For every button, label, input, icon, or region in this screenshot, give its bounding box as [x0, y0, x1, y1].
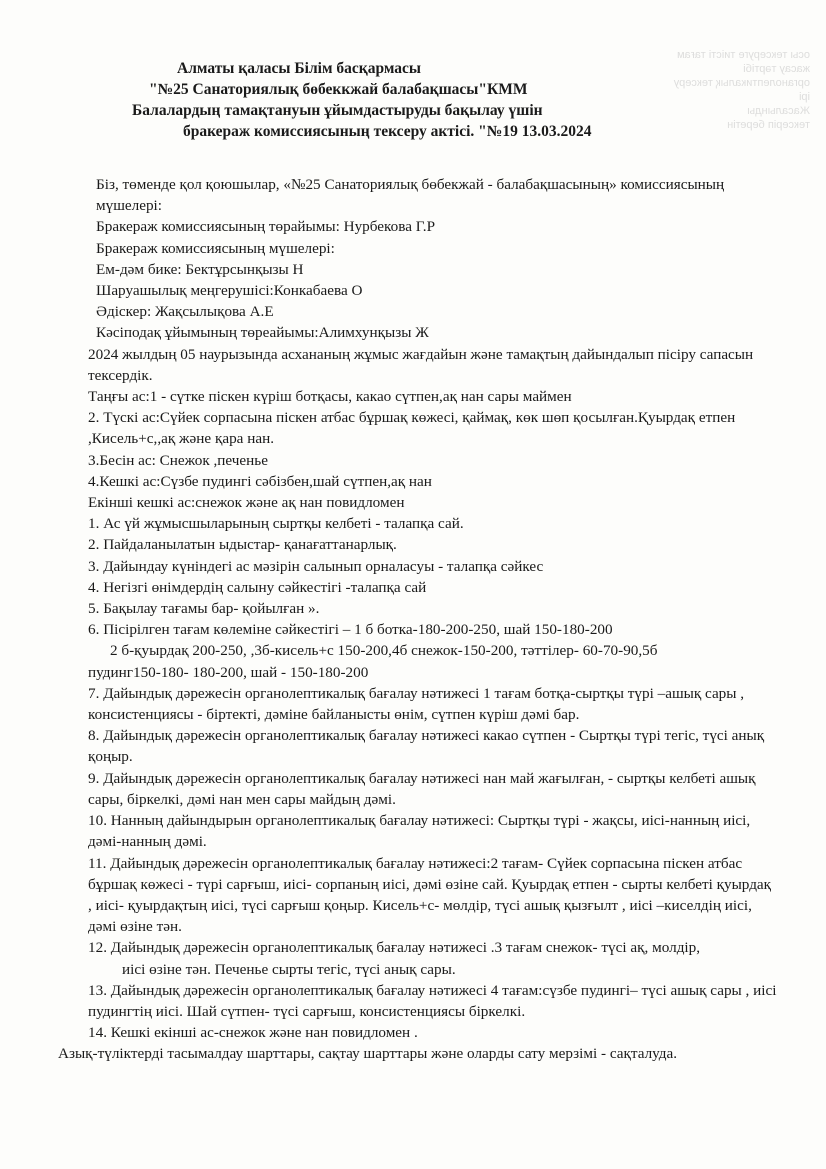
manager-line: Шаруашылық меңгерушісі:Конкабаева О	[96, 282, 363, 300]
list-item-continuation: пудинг150-180- 180-200, шай - 150-180-200	[88, 663, 369, 681]
ghost-line: тексеріп беретін	[727, 119, 810, 131]
ghost-line: осы тексеруге тиісті тағам	[677, 49, 810, 61]
list-item: 8. Дайындық дәрежесін органолептикалық бағалау нәтижесі какао сүтпен - Сыртқы түрі тегіс, түсі анық қоңыр.	[88, 727, 765, 766]
meal-lunch: 2. Түскі ас:Сүйек сорпасына піскен атбас бұршақ көжесі, қаймақ, көк шөп қосылған.Қуырдақ етпен ,Кисель+с,,ақ және қара нан.	[88, 409, 736, 448]
list-item-continuation: 2 б-қуырдақ 200-250, ,3б-кисель+с 150-200,4б снежок-150-200, тәттілер- 60-70-90,5б	[110, 642, 658, 660]
list-item: 9. Дайындық дәрежесін органолептикалық бағалау нәтижесі нан май жағылған, - сыртқы келбеті ашық сары, біркелкі, дәмі нан мен сары майдың дәмі.	[88, 769, 756, 808]
ghost-line: Жасалынды	[747, 105, 810, 117]
list-item: 13. Дайындық дәрежесін органолептикалық бағалау нәтижесі 4 тағам:сүзбе пудингі– түсі ашық сары , иісі пудингтің иісі. Шай сүтпен- түсі сарғыш, консистенциясы біркелкі.	[88, 981, 777, 1020]
list-item: 5. Бақылау тағамы бар- қойылған ».	[88, 600, 320, 618]
check-paragraph: 2024 жылдың 05 наурызында асхананың жұмыс жағдайын және тамақтың дайындалып пісіру сапасын тексердік.	[88, 345, 754, 384]
list-item: 6. Пісірілген тағам көлеміне сәйкестігі – 1 б ботка-180-200-250, шай 150-180-200	[88, 621, 613, 639]
meal-breakfast: Таңғы ас:1 - сүтке піскен күріш ботқасы, какао сүтпен,ақ нан сары маймен	[88, 388, 572, 406]
methodist-line: Әдіскер: Жақсылықова А.Е	[96, 303, 274, 321]
list-item: 11. Дайындық дәрежесін органолептикалық бағалау нәтижесі:2 тағам- Сүйек сорпасына піскен атбас бұршақ көжесі - түрі сарғыш, иісі- сорпаның иісі, дәмі өзіне сай. Қуырдақ етпен - сырты келбеті қуырдақ , иісі- қуырдақтың иісі, түсі сарғыш қоңыр. Кисель+с- мөлдір, түсі ашық қызғылт , иісі –киселдің иісі, дәмі өзіне тән.	[88, 854, 772, 936]
document-header	[100, 58, 720, 142]
nurse-line: Ем-дәм бике: Бектұрсынқызы Н	[96, 260, 304, 278]
header-line-2: "№25 Санаториялық бөбеккжай балабақшасы"КММ	[149, 81, 528, 98]
list-item: 2. Пайдаланылатын ыдыстар- қанағаттанарлық.	[88, 536, 397, 554]
list-item-continuation: иісі өзіне тән. Печенье сырты тегіс, түсі анық сары.	[122, 960, 456, 978]
chair-line: Бракераж комиссиясының төрайымы: Нурбекова Г.Р	[96, 218, 436, 236]
storage-line: Азық-түліктерді тасымалдау шарттары, сақтау шарттары және оларды сату мерзімі - сақталуда.	[58, 1045, 678, 1063]
list-item: 4. Негізгі өнімдердің салыну сәйкестігі -талапқа сай	[88, 578, 427, 596]
header-line-3: Балалардың тамақтануын ұйымдастыруды бақылау үшін	[132, 102, 543, 119]
list-item: 1. Ас үй жұмысшыларының сыртқы келбеті - талапқа сай.	[88, 515, 464, 533]
union-line: Кәсіподақ ұйымының төреайымы:Алимхунқызы Ж	[96, 324, 429, 342]
list-item: 7. Дайындық дәрежесін органолептикалық бағалау нәтижесі 1 тағам ботқа-сыртқы түрі –ашық сары , консистенциясы - біртекті, дәміне байланысты өнім, сүтпен күріш дәмі бар.	[88, 684, 745, 724]
header-line-1: Алматы қаласы Білім басқармасы	[177, 60, 422, 77]
document-body	[58, 174, 778, 1065]
ghost-line: органолептикалық тексеру	[673, 77, 810, 89]
list-item: 14. Кешкі екінші ас-снежок және нан повидломен .	[88, 1024, 418, 1042]
ghost-line: ірі	[798, 91, 810, 103]
list-item: 3. Дайындау күніндегі ас мәзірін салынып орналасуы - талапқа сәйкес	[88, 557, 544, 575]
ghost-line: жасау тәртібі	[743, 63, 810, 75]
meal-dinner: 4.Кешкі ас:Сүзбе пудингі сәбізбен,шай сүтпен,ақ нан	[88, 472, 432, 490]
meal-second-dinner: Екінші кешкі ас:снежок және ақ нан повидломен	[88, 494, 405, 512]
meal-snack: 3.Бесін ас: Снежок ,печенье	[88, 451, 268, 469]
list-item: 10. Нанның дайындырын органолептикалық бағалау нәтижесі: Сыртқы түрі - жақсы, иісі-нанның иісі, дәмі-нанның дәмі.	[88, 812, 751, 851]
header-line-4: бракераж комиссиясының тексеру актісі. "№19 13.03.2024	[183, 123, 592, 140]
intro-paragraph: Біз, төменде қол қоюшылар, «№25 Санаториялық бөбекжай - балабақшасының» комиссиясының мүшелері:	[96, 176, 725, 215]
list-item: 12. Дайындық дәрежесін органолептикалық бағалау нәтижесі .3 тағам снежок- түсі ақ, молдір,	[88, 939, 701, 957]
members-title: Бракераж комиссиясының мүшелері:	[96, 239, 335, 257]
